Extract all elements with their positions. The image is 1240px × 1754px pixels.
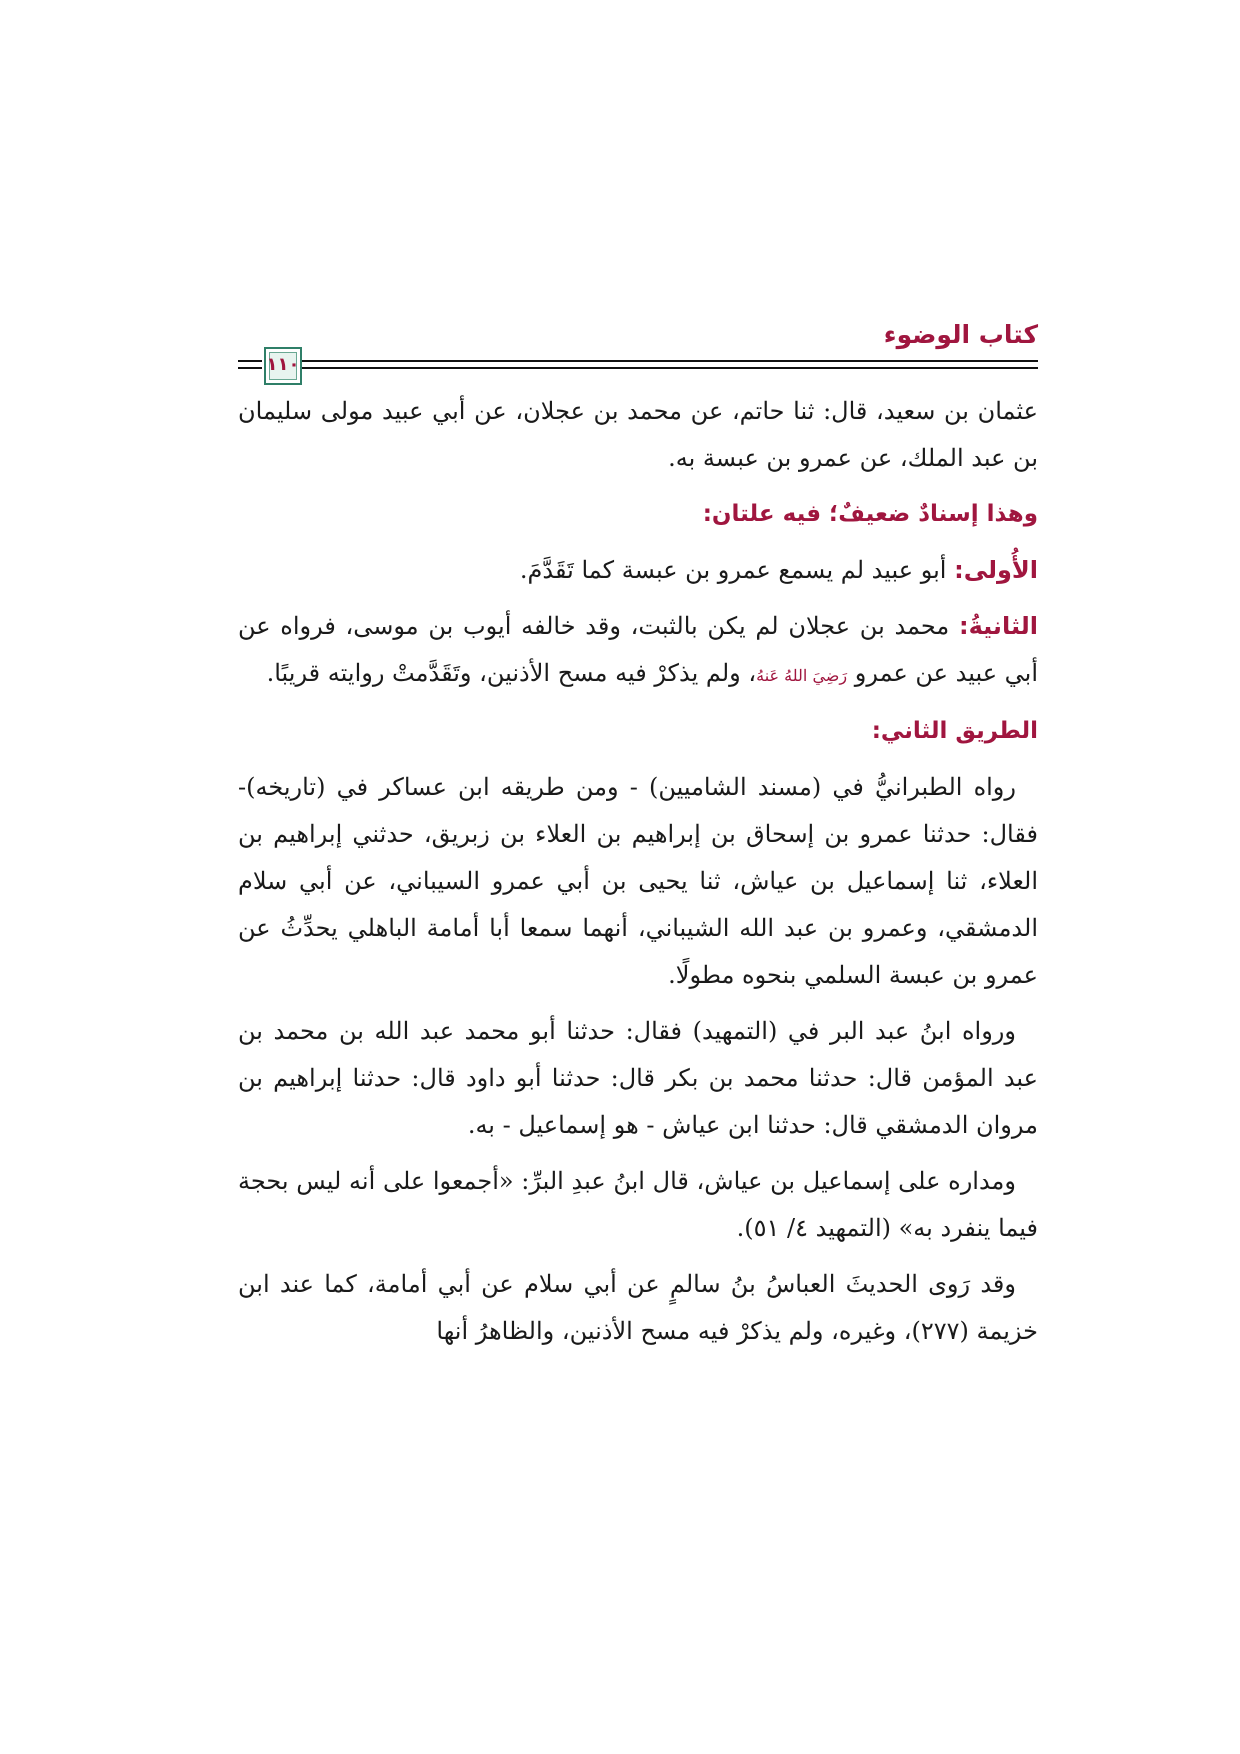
header-rule-top xyxy=(300,360,1038,362)
book-title: كتاب الوضوء xyxy=(883,320,1038,349)
paragraph-second-defect xyxy=(238,603,1038,699)
page-body xyxy=(238,388,1038,1355)
header-rule-left-top xyxy=(238,360,262,362)
header-rule-left-bottom xyxy=(238,367,262,369)
section-heading-weakness: وهذا إسنادٌ ضعيفٌ؛ فيه علتان: xyxy=(702,501,1038,527)
paragraph-abbas-ibn-salim: وقد رَوى الحديثَ العباسُ بنُ سالمٍ عن أبي سلام عن أبي أمامة، كما عند ابن خزيمة (٢٧٧)، وغيره، ولم يذكرْ فيه مسح الأذنين، والظاهرُ أنها xyxy=(238,1270,1038,1345)
section-heading-second-route: الطريق الثاني: xyxy=(871,718,1038,744)
paragraph-ibn-abd-al-barr: ورواه ابنُ عبد البر في (التمهيد) فقال: حدثنا أبو محمد عبد الله بن محمد بن عبد المؤمن قال: حدثنا محمد بن بكر قال: حدثنا أبو داود قال: حدثنا إبراهيم بن مروان الدمشقي قال: حدثنا ابن عياش - هو إسماعيل - به. xyxy=(238,1017,1038,1139)
first-defect-text: أبو عبيد لم يسمع عمرو بن عبسة كما تَقَدَّمَ. xyxy=(519,556,955,584)
second-defect-text-a: محمد بن عجلان لم يكن بالثبت، وقد خالفه أيوب بن موسى، فرواه عن أبي عبيد عن عمرو xyxy=(238,612,1038,687)
header-rule-bottom xyxy=(300,367,1038,369)
paragraph-isnad-continuation: عثمان بن سعيد، قال: ثنا حاتم، عن محمد بن عجلان، عن أبي عبيد مولى سليمان بن عبد الملك، عن عمرو بن عبسة به. xyxy=(238,397,1038,472)
paragraph-tabarani: رواه الطبرانيُّ في (مسند الشاميين) - ومن طريقه ابن عساكر في (تاريخه)- فقال: حدثنا عمرو بن إسحاق بن إبراهيم بن العلاء بن زبريق، حدثني إبراهيم بن العلاء، ثنا إسماعيل بن عياش، ثنا يحيى بن أبي عمرو السيباني، عن أبي سلام الدمشقي، وعمرو بن عبد الله الشيباني، أنهما سمعا أبا أمامة الباهلي يحدِّثُ عن عمرو بن عبسة السلمي بنحوه مطولًا. xyxy=(238,773,1039,989)
second-defect-label: الثانيةُ: xyxy=(958,612,1038,640)
page-number: ١١٠ xyxy=(266,354,300,375)
first-defect-label: الأُولى: xyxy=(954,556,1038,584)
paragraph-isma'il-ibn-ayyash: ومداره على إسماعيل بن عياش، قال ابنُ عبدِ البرِّ: «أجمعوا على أنه ليس بحجة فيما ينفرد به» (التمهيد ٤/ ٥١). xyxy=(238,1167,1038,1242)
second-defect-text-b: ، ولم يذكرْ فيه مسح الأذنين، وتَقَدَّمتْ روايته قريبًا. xyxy=(266,659,757,687)
page-number-ornament xyxy=(264,347,302,385)
honorific-glyph: رَضِيَ اللهُ عَنهُ xyxy=(756,666,848,685)
paragraph-first-defect xyxy=(238,547,1038,594)
page-header xyxy=(238,320,1038,386)
